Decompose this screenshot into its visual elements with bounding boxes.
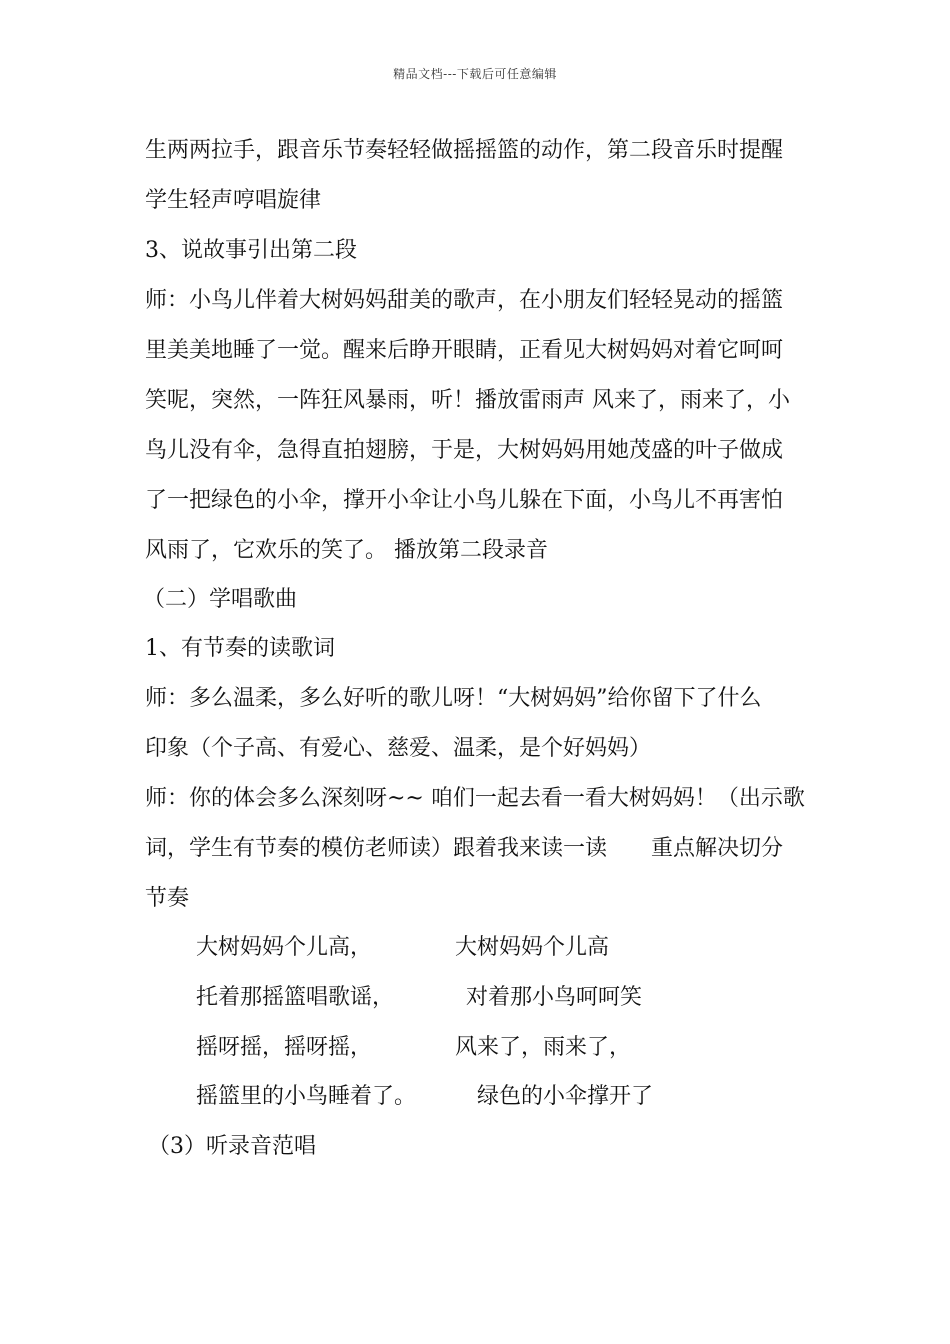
section-heading-listen: （3）听录音范唱 [148,1134,316,1159]
text-line-9: 风雨了，它欢乐的笑了。 播放第二段录音 [145,538,548,563]
lyric-right-1: 大树妈妈个儿高 [455,935,610,960]
text-line-4: 师：小鸟儿伴着大树妈妈甜美的歌声，在小朋友们轻轻晃动的摇篮 [145,288,784,313]
lyric-left-1: 大树妈妈个儿高， [196,935,373,960]
text-line-12: 师：多么温柔，多么好听的歌儿呀！“大树妈妈”给你留下了什么 [145,686,762,711]
text-line-8: 了一把绿色的小伞，撑开小伞让小鸟儿躲在下面，小鸟儿不再害怕 [145,488,784,513]
text-line-7: 鸟儿没有伞，急得直拍翅膀，于是，大树妈妈用她茂盛的叶子做成 [145,438,784,463]
lyric-left-4: 摇篮里的小鸟睡着了。 [196,1084,417,1109]
text-line-2: 学生轻声哼唱旋律 [145,188,322,213]
section-heading-learn-song: （二）学唱歌曲 [143,587,298,612]
section-heading-story: 3、说故事引出第二段 [145,238,357,263]
text-line-13: 印象（个子高、有爱心、慈爱、温柔，是个好妈妈） [145,736,652,761]
text-line-16: 节奏 [145,886,190,911]
text-line-5: 里美美地睡了一觉。醒来后睁开眼睛，正看见大树妈妈对着它呵呵 [145,338,784,363]
page-header: 精品文档---下载后可任意编辑 [393,67,557,81]
lyric-right-3: 风来了，雨来了， [455,1035,632,1060]
lyric-left-2: 托着那摇篮唱歌谣， [196,985,395,1010]
lyric-right-2: 对着那小鸟呵呵笑 [466,985,643,1010]
text-line-6: 笑呢，突然，一阵狂风暴雨，听！播放雷雨声 风来了，雨来了，小 [145,388,790,413]
section-heading-read-lyrics: 1、有节奏的读歌词 [145,636,335,661]
text-line-14: 师：你的体会多么深刻呀~~ 咱们一起去看一看大树妈妈！（出示歌 [145,786,805,811]
text-line-15: 词，学生有节奏的模仿老师读）跟着我来读一读 重点解决切分 [145,836,784,861]
lyric-left-3: 摇呀摇，摇呀摇， [196,1035,373,1060]
text-line-1: 生两两拉手，跟音乐节奏轻轻做摇摇篮的动作，第二段音乐时提醒 [145,138,784,163]
lyric-right-4: 绿色的小伞撑开了 [477,1084,654,1109]
